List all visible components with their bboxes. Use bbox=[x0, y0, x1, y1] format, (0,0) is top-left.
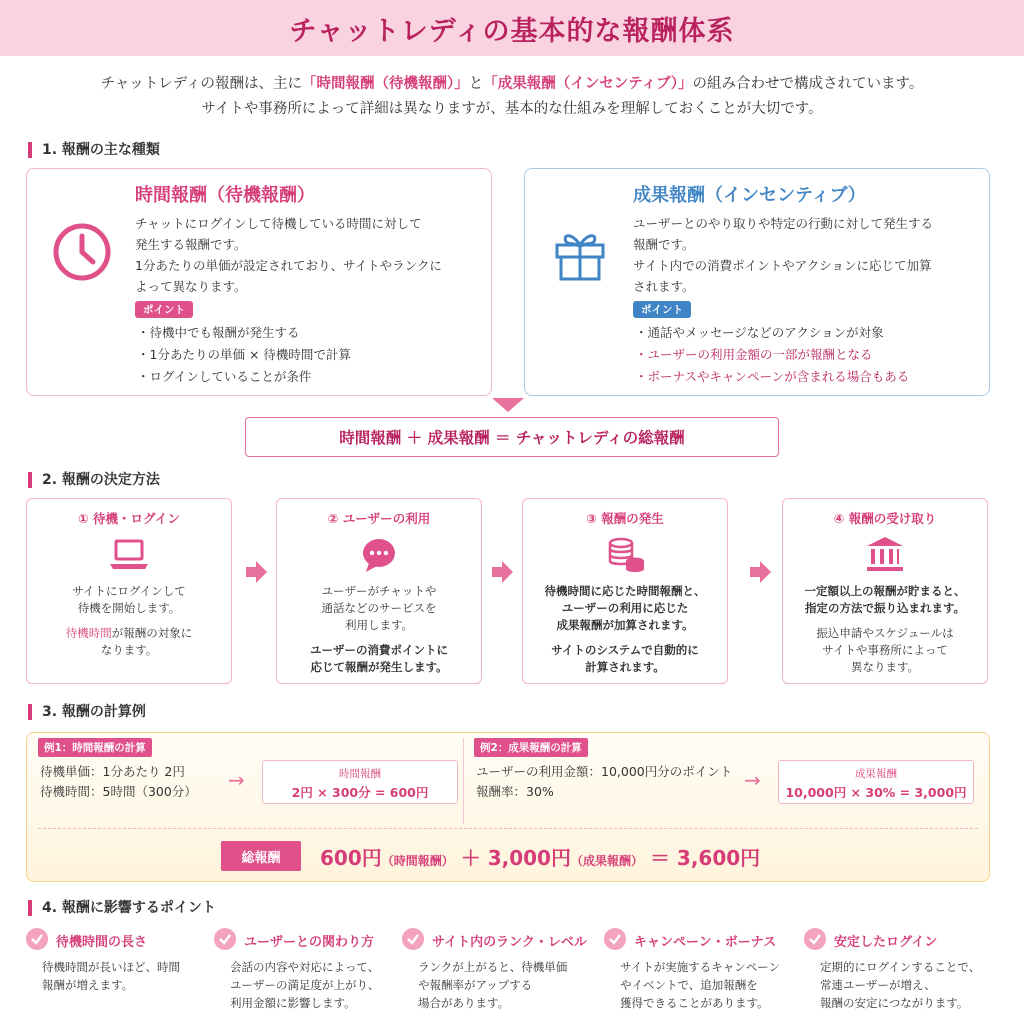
result-value: 2円 × 300分 = 600円 bbox=[291, 785, 429, 800]
text-line: 場合があります。 bbox=[418, 996, 510, 1010]
result-label: 成果報酬 bbox=[855, 768, 897, 780]
list-item: ・ 通話やメッセージなどのアクションが対象 bbox=[635, 322, 909, 344]
desc-line: 発生する報酬です。 bbox=[135, 237, 247, 252]
example-1-tag: 例1：時間報酬の計算 bbox=[38, 738, 152, 757]
text-line: 一定額以上の報酬が貯まると、 bbox=[804, 584, 966, 598]
text-line: や報酬率がアップする bbox=[418, 978, 533, 992]
bank-icon bbox=[863, 535, 907, 575]
example-1-result bbox=[262, 760, 458, 804]
section-4-title: 4. 報酬に影響するポイント bbox=[28, 900, 216, 916]
step-note bbox=[27, 625, 231, 659]
text-line: ユーザーの消費ポイントに bbox=[310, 643, 448, 657]
factor-title: 安定したログイン bbox=[834, 935, 938, 950]
step-text bbox=[783, 583, 987, 617]
section-2-title: 2. 報酬の決定方法 bbox=[28, 472, 160, 488]
point-badge: ポイント bbox=[633, 301, 691, 318]
total-tag: 総報酬 bbox=[221, 841, 301, 871]
text-line: 待機時間に応じた時間報酬と、 bbox=[544, 584, 706, 598]
list-item: ・ 待機中でも報酬が発生する bbox=[137, 322, 351, 344]
section-1-title: 1. 報酬の主な種類 bbox=[28, 142, 160, 158]
card-time-desc bbox=[135, 213, 475, 297]
step-note bbox=[783, 625, 987, 676]
intro-text-a: チャットレディの報酬は、主に bbox=[100, 76, 303, 92]
desc-line: ユーザーとのやり取りや特定の行動に対して発生する bbox=[633, 216, 934, 231]
step-text bbox=[277, 583, 481, 634]
desc-line: 報酬です。 bbox=[633, 237, 695, 252]
example-2-lines bbox=[476, 762, 732, 802]
text-line: 報酬率：30% bbox=[476, 784, 554, 799]
list-item: ・ ユーザーの利用金額の一部が報酬となる bbox=[635, 344, 909, 366]
divider bbox=[463, 738, 464, 824]
desc-line: 1分あたりの単価が設定されており、サイトやランクに bbox=[135, 258, 442, 273]
text-line: ユーザーの利用金額：10,000円分のポイント bbox=[476, 764, 733, 779]
text-line: ユーザーの利用に応じた bbox=[561, 601, 689, 615]
check-icon bbox=[214, 928, 236, 950]
total-equation bbox=[320, 842, 760, 871]
factor-title: サイト内のランク・レベル bbox=[432, 935, 587, 950]
factor-title: 待機時間の長さ bbox=[56, 935, 148, 950]
text-line: 成果報酬が加算されます。 bbox=[556, 618, 694, 632]
desc-line: サイト内での消費ポイントやアクションに応じて加算 bbox=[633, 258, 932, 273]
factor-title: キャンペーン・ボーナス bbox=[634, 935, 777, 950]
highlight: 待機時間 bbox=[65, 626, 112, 640]
laptop-icon bbox=[107, 535, 151, 575]
step-title: ① 待機・ログイン bbox=[78, 511, 180, 526]
factor-text bbox=[230, 958, 380, 1012]
text-line: 応じて報酬が発生します。 bbox=[310, 660, 448, 674]
text-line: サイトにログインして bbox=[72, 584, 186, 598]
text-line: ランクが上がると、待機単価 bbox=[418, 960, 568, 974]
card-result-reward bbox=[524, 168, 990, 396]
check-icon bbox=[26, 928, 48, 950]
step-note bbox=[277, 642, 481, 676]
desc-line: チャットにログインして待機している時間に対して bbox=[135, 216, 422, 231]
step-user-usage bbox=[276, 498, 482, 684]
total-result-note: （成果報酬） bbox=[570, 854, 643, 868]
card-result-heading: 成果報酬（インセンティブ） bbox=[633, 185, 866, 206]
intro-line-1 bbox=[0, 72, 1024, 97]
step-title: ④ 報酬の受け取り bbox=[833, 511, 937, 526]
step-note bbox=[523, 642, 727, 676]
text-line: 常連ユーザーが増え、 bbox=[820, 978, 936, 992]
factor-text bbox=[42, 958, 180, 994]
result-value: 10,000円 × 30% = 3,000円 bbox=[785, 785, 967, 800]
intro-highlight-result: 「成果報酬（インセンティブ）」 bbox=[483, 76, 693, 92]
check-icon bbox=[804, 928, 826, 950]
text-line: 獲得できることがあります。 bbox=[620, 996, 769, 1010]
text-line: 振込申請やスケジュールは bbox=[816, 626, 954, 640]
total-time-note: （時間報酬） bbox=[381, 854, 454, 868]
page-title: チャットレディの基本的な報酬体系 bbox=[289, 15, 735, 47]
step-text bbox=[523, 583, 727, 634]
text-line: サイトのシステムで自動的に bbox=[551, 643, 699, 657]
arrow-right-icon: → bbox=[744, 768, 761, 792]
intro-highlight-time: 「時間報酬（待機報酬）」 bbox=[302, 76, 469, 92]
list-item: ・ 1分あたりの単価 × 待機時間で計算 bbox=[137, 344, 351, 366]
card-result-desc bbox=[633, 213, 973, 297]
text-line: ユーザーの満足度が上がり、 bbox=[230, 978, 380, 992]
list-item: ・ ボーナスやキャンペーンが含まれる場合もある bbox=[635, 366, 909, 388]
text-line bbox=[27, 625, 231, 642]
result-label: 時間報酬 bbox=[339, 768, 381, 780]
example-2-result bbox=[778, 760, 974, 804]
text-line: 指定の方法で振り込まれます。 bbox=[804, 601, 966, 615]
text-line: 利用します。 bbox=[344, 618, 414, 632]
total-value: 3,600円 bbox=[676, 846, 761, 870]
text-line: 待機時間：5時間（300分） bbox=[40, 784, 197, 799]
intro-line-2: サイトや事務所によって詳細は異なりますが、基本的な仕組みを理解しておくことが大切です。 bbox=[201, 101, 823, 117]
text-line: サイトが実施するキャンペーン bbox=[620, 960, 780, 974]
chat-bubble-icon bbox=[357, 535, 401, 575]
gift-icon bbox=[547, 219, 613, 285]
check-icon bbox=[402, 928, 424, 950]
intro-text-b: と bbox=[468, 76, 484, 92]
intro-text bbox=[0, 72, 1024, 122]
text-line: 待機単価：1分あたり 2円 bbox=[40, 764, 185, 779]
step-receive bbox=[782, 498, 988, 684]
total-time-value: 600円 bbox=[320, 846, 382, 870]
factor-text bbox=[418, 958, 567, 1012]
plus-sign: ＋ bbox=[453, 846, 488, 870]
point-badge: ポイント bbox=[135, 301, 193, 318]
text-line: ユーザーがチャットや bbox=[321, 584, 437, 598]
point-list bbox=[635, 322, 909, 388]
example-2-tag: 例2：成果報酬の計算 bbox=[474, 738, 588, 757]
text-line: サイトや事務所によって bbox=[822, 643, 948, 657]
card-time-heading: 時間報酬（待機報酬） bbox=[135, 185, 315, 206]
text-line: 定期的にログインすることで、 bbox=[820, 960, 981, 974]
equals-sign: ＝ bbox=[642, 846, 677, 870]
step-title: ③ 報酬の発生 bbox=[586, 511, 664, 526]
arrow-right-icon bbox=[490, 560, 514, 584]
example-1-lines bbox=[40, 762, 197, 802]
text-line: 計算されます。 bbox=[585, 660, 665, 674]
text-line: やイベントで、追加報酬を bbox=[620, 978, 758, 992]
text-line: 報酬の安定につながります。 bbox=[820, 996, 969, 1010]
text-part: が報酬の対象に bbox=[111, 626, 193, 640]
text-line: 異なります。 bbox=[850, 660, 920, 674]
text-line: 会話の内容や対応によって、 bbox=[230, 960, 380, 974]
text-line: 待機時間が長いほど、時間 bbox=[42, 960, 180, 974]
intro-text-c: の組み合わせで構成されています。 bbox=[692, 76, 924, 92]
step-text bbox=[27, 583, 231, 617]
down-arrow-icon bbox=[492, 398, 524, 412]
list-item: ・ ログインしていることが条件 bbox=[137, 366, 351, 388]
desc-line: よって異なります。 bbox=[135, 279, 247, 294]
total-result-value: 3,000円 bbox=[487, 846, 571, 870]
step-title: ② ユーザーの利用 bbox=[327, 511, 431, 526]
factor-text bbox=[620, 958, 780, 1012]
text-line: 通話などのサービスを bbox=[321, 601, 437, 615]
check-icon bbox=[604, 928, 626, 950]
arrow-right-icon bbox=[748, 560, 772, 584]
title-banner bbox=[0, 0, 1024, 56]
clock-icon bbox=[49, 219, 115, 285]
arrow-right-icon: → bbox=[228, 768, 245, 792]
desc-line: されます。 bbox=[633, 279, 695, 294]
point-list bbox=[137, 322, 351, 388]
arrow-right-icon bbox=[244, 560, 268, 584]
factor-text bbox=[820, 958, 980, 1012]
text-line: なります。 bbox=[100, 643, 158, 657]
text-line: 待機を開始します。 bbox=[77, 601, 181, 615]
text-line: 報酬が増えます。 bbox=[42, 978, 134, 992]
step-reward-occurs bbox=[522, 498, 728, 684]
dashed-divider bbox=[38, 828, 978, 829]
card-time-reward bbox=[26, 168, 492, 396]
text-line: 利用金額に影響します。 bbox=[230, 996, 356, 1010]
section-3-title: 3. 報酬の計算例 bbox=[28, 704, 146, 720]
total-formula: 時間報酬 ＋ 成果報酬 ＝ チャットレディの総報酬 bbox=[245, 417, 779, 457]
factor-title: ユーザーとの関わり方 bbox=[244, 935, 375, 950]
step-login bbox=[26, 498, 232, 684]
coins-icon bbox=[603, 535, 647, 575]
